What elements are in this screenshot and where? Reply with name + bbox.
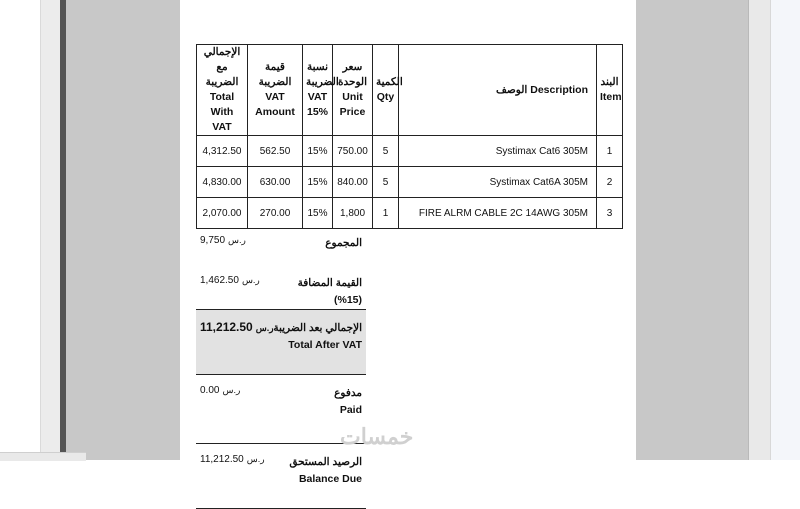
- header-vat-amount: قيمة الضريبة VAT Amount: [248, 45, 303, 136]
- currency-label: ر.س: [246, 454, 265, 464]
- summary-row-vat: [196, 265, 366, 310]
- left-margin: [0, 0, 40, 460]
- paid-amount: 0.00: [200, 385, 220, 396]
- cell-vat-amount: 630.00: [248, 167, 303, 198]
- cell-qty: 5: [373, 136, 399, 167]
- table-row: [197, 167, 623, 198]
- total-after-vat-amount: 11,212.50: [200, 320, 253, 334]
- cell-description: FIRE ALRM CABLE 2C 14AWG 305M: [399, 198, 597, 229]
- total-after-vat-label-en: Total After VAT: [288, 339, 362, 351]
- watermark-logo: خمسات: [340, 424, 414, 449]
- header-qty: الكمية Qty: [373, 45, 399, 136]
- items-header-row: [197, 45, 623, 136]
- cell-qty: 1: [373, 198, 399, 229]
- cell-vat-rate: 15%: [303, 198, 333, 229]
- cell-description: Systimax Cat6 305M: [399, 136, 597, 167]
- summary-row-subtotal: [196, 225, 366, 265]
- cell-unit-price: 840.00: [333, 167, 373, 198]
- cell-vat-amount: 270.00: [248, 198, 303, 229]
- cell-total-with-vat: 2,070.00: [197, 198, 248, 229]
- invoice-summary-table: [196, 225, 366, 509]
- currency-label: ر.س: [222, 385, 241, 395]
- cell-vat-amount: 562.50: [248, 136, 303, 167]
- summary-row-total-after-vat: [196, 310, 366, 375]
- total-after-vat-label-ar: الإجمالي بعد الضريبة: [273, 322, 362, 334]
- viewer-background-right: [636, 0, 748, 460]
- summary-row-balance-due: [196, 444, 366, 509]
- cell-unit-price: 1,800: [333, 198, 373, 229]
- balance-due-value: [196, 444, 266, 509]
- paid-value: [196, 375, 266, 444]
- cell-vat-rate: 15%: [303, 167, 333, 198]
- cell-unit-price: 750.00: [333, 136, 373, 167]
- cell-vat-rate: 15%: [303, 136, 333, 167]
- balance-due-label-en: Balance Due: [298, 473, 362, 485]
- cell-total-with-vat: 4,312.50: [197, 136, 248, 167]
- cell-item: 3: [597, 198, 623, 229]
- cell-qty: 5: [373, 167, 399, 198]
- viewer-background-left: [66, 0, 180, 460]
- currency-label: ر.س: [241, 275, 260, 285]
- vat-value: [196, 265, 266, 310]
- total-after-vat-label: [266, 310, 366, 375]
- right-scroll-edge: [748, 0, 771, 460]
- subtotal-label: المجموع: [325, 237, 362, 249]
- total-after-vat-value: [196, 310, 274, 375]
- paid-label-ar: مدفوع: [334, 387, 362, 399]
- paid-label-en: Paid: [339, 404, 362, 416]
- left-border-strip: [40, 0, 61, 460]
- balance-due-amount: 11,212.50: [200, 454, 244, 465]
- currency-label: ر.س: [255, 323, 274, 333]
- vat-label: القيمة المضافة (15%): [266, 265, 366, 310]
- currency-label: ر.س: [228, 235, 246, 245]
- table-row: [197, 198, 623, 229]
- header-item: البند Item: [597, 45, 623, 136]
- subtotal-amount: 9,750: [200, 235, 226, 246]
- header-total-with-vat: الإجمالي مع الضريبة Total With VAT: [197, 45, 248, 136]
- balance-due-label: [266, 444, 366, 509]
- subtotal-value: [196, 225, 266, 265]
- header-description: الوصف Description: [399, 45, 597, 136]
- invoice-items-table: [196, 44, 623, 229]
- vat-amount: 1,462.50: [200, 275, 239, 286]
- balance-due-label-ar: الرصيد المستحق: [289, 456, 362, 468]
- right-panel-edge: [770, 0, 800, 460]
- cell-item: 2: [597, 167, 623, 198]
- table-row: [197, 136, 623, 167]
- header-vat-rate: نسبة الضريبة VAT 15%: [303, 45, 333, 136]
- cell-total-with-vat: 4,830.00: [197, 167, 248, 198]
- header-unit-price: سعر الوحدة Unit Price: [333, 45, 373, 136]
- cell-description: Systimax Cat6A 305M: [399, 167, 597, 198]
- cell-item: 1: [597, 136, 623, 167]
